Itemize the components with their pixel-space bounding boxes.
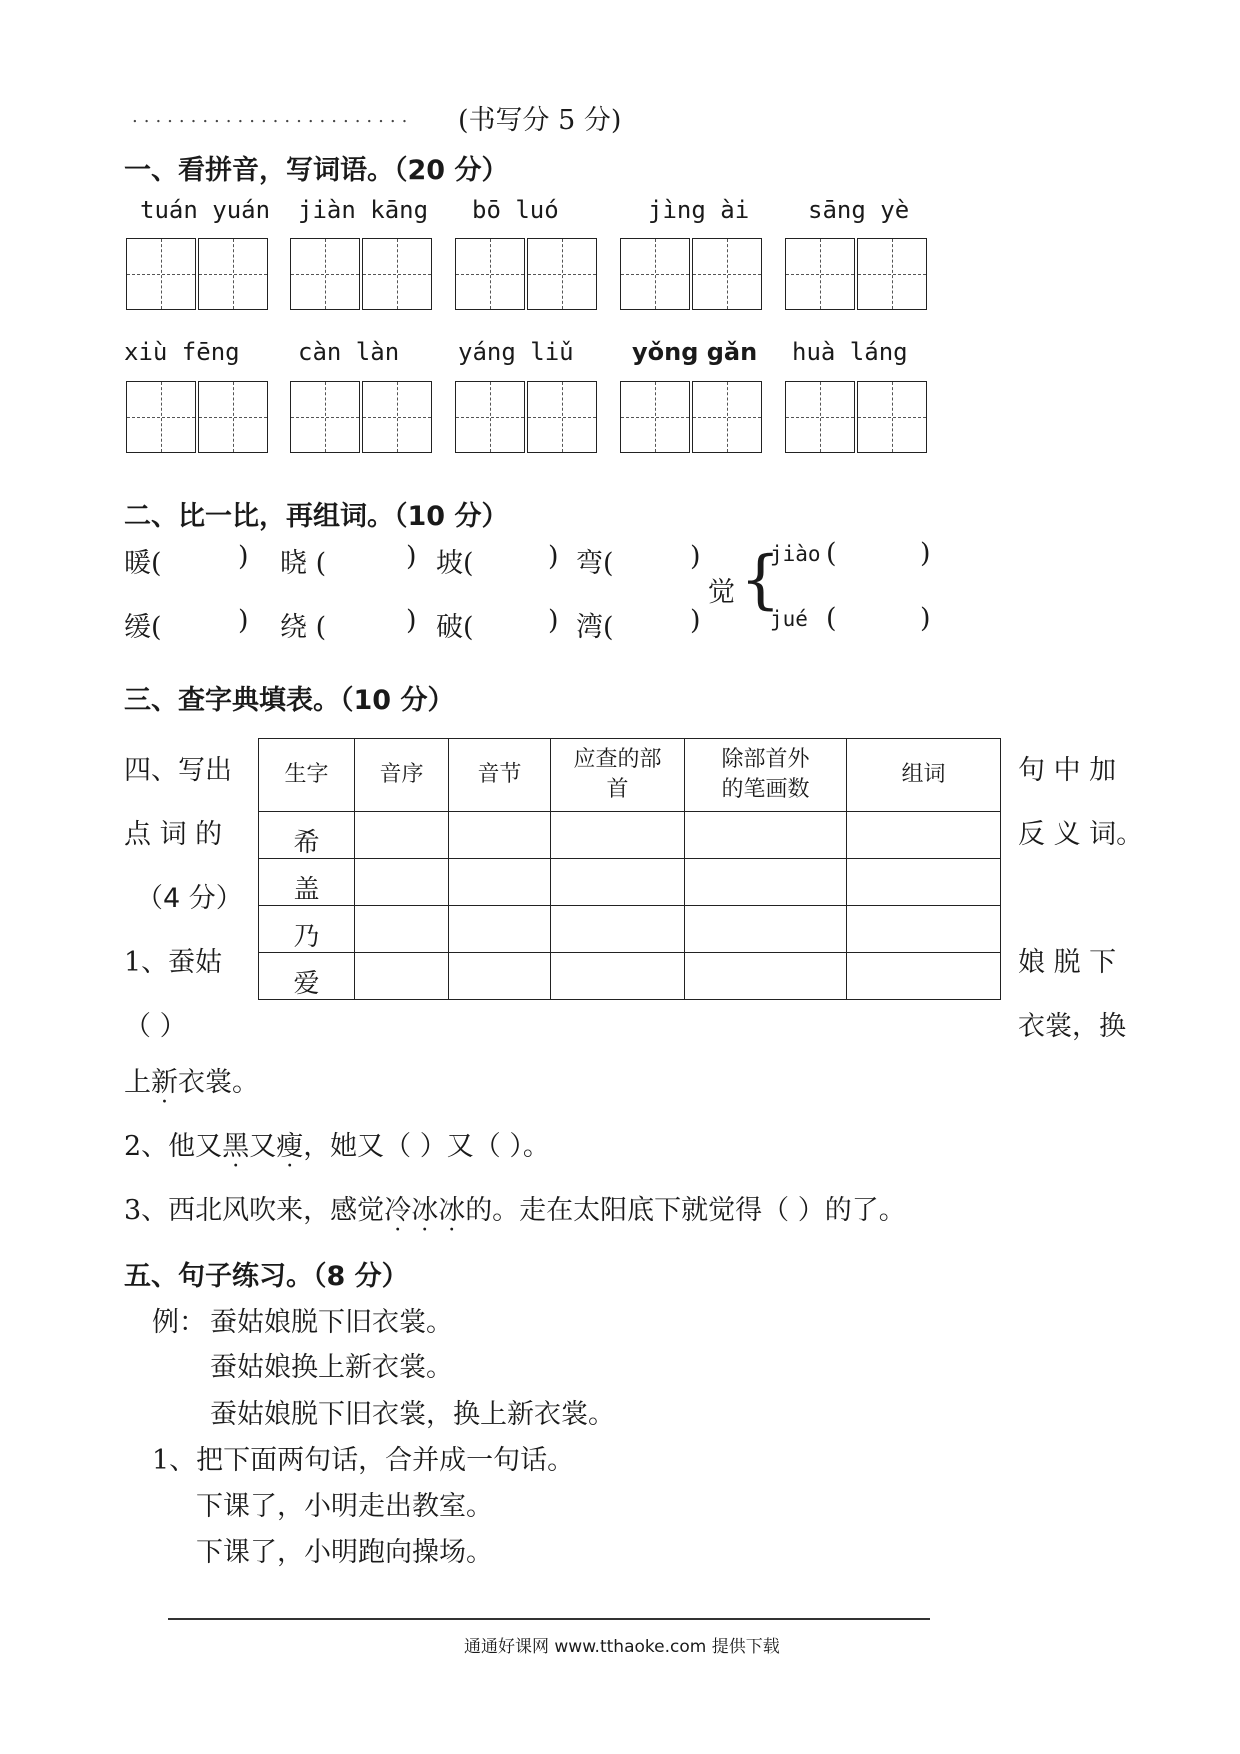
pinyin-1: tuán yuán [140,196,271,224]
example-label: 例： [152,1307,206,1338]
compare-paren: ( [826,603,837,634]
table-header: 组词 [847,739,1001,812]
compare-char: 缓( [124,612,162,643]
footer-text: 通通好课网 www.tthaoke.com 提供下载 [464,1637,780,1657]
table-cell[interactable] [551,906,685,953]
writing-grid[interactable] [692,238,762,310]
compare-paren: ( [826,538,837,569]
writing-grid[interactable] [527,381,597,453]
table-header: 除部首外的笔画数 [685,739,847,812]
emphasized-word: 冰 [438,1195,466,1226]
writing-grid[interactable] [620,238,690,310]
compare-paren: ) [548,605,559,636]
emphasized-word: 冷 [384,1195,412,1226]
section5-q1-line1: 下课了，小明走出教室。 [196,1491,493,1522]
pinyin-2: jiàn kāng [298,196,429,224]
handwriting-score-note: (书写分 5 分) [458,105,622,136]
table-row [259,812,1001,859]
top-dots: ........................ [132,106,414,127]
table-cell-char: 乃 [259,906,355,953]
section4-q1-mid2: 衣裳，换 [1018,1011,1126,1042]
table-cell[interactable] [847,859,1001,906]
section4-q1-start: 1、蚕姑 [124,947,223,978]
section4-q2 [124,1124,550,1163]
section1-title: 一、看拼音，写词语。（20 分） [124,155,509,186]
table-cell-char: 希 [259,812,355,859]
compare-char: 坡( [436,548,474,579]
table-cell[interactable] [685,859,847,906]
section4-score: （4 分） [136,883,243,914]
compare-paren: ) [920,538,931,569]
table-cell[interactable] [847,906,1001,953]
compare-paren: ) [920,603,931,634]
emphasized-word: 冰 [411,1195,439,1226]
table-header: 音序 [355,739,449,812]
compare-paren: ) [238,605,249,636]
compare-char: 晓 ( [280,548,327,579]
table-cell[interactable] [355,953,449,1000]
section3-title: 三、查字典填表。（10 分） [124,685,455,716]
table-cell[interactable] [551,859,685,906]
table-header: 音节 [449,739,551,812]
section4-q1-blank: （ ） [124,1011,187,1042]
writing-grid[interactable] [527,238,597,310]
table-cell[interactable] [685,906,847,953]
pinyin-9: yǒng gǎn [632,338,758,366]
writing-grid[interactable] [857,238,927,310]
text: 的。走在太阳底下就觉得（ ）的了。 [465,1195,906,1226]
section5-q1-line2: 下课了，小明跑向操场。 [196,1537,493,1568]
text: ，她又（ ）又（ ）。 [303,1131,550,1162]
table-cell-char: 爱 [259,953,355,1000]
writing-grid[interactable] [455,381,525,453]
table-cell[interactable] [449,859,551,906]
section4-title-part1: 四、写出 [124,755,232,786]
table-cell[interactable] [355,906,449,953]
compare-char: 湾( [576,612,614,643]
pinyin-8: yáng liǔ [458,338,574,366]
writing-grid[interactable] [290,381,360,453]
section4-q1-end [124,1060,259,1099]
pinyin-7: càn làn [298,338,400,366]
table-header: 生字 [259,739,355,812]
writing-grid[interactable] [198,238,268,310]
table-row [259,906,1001,953]
table-cell[interactable] [685,953,847,1000]
emphasized-word: 瘦 [276,1131,304,1162]
table-cell-char: 盖 [259,859,355,906]
text: 又 [249,1131,277,1162]
writing-grid[interactable] [785,381,855,453]
dictionary-table [258,738,1001,1000]
section4-title-part2: 点 词 的 [124,819,223,850]
table-row [259,859,1001,906]
table-row [259,953,1001,1000]
writing-grid[interactable] [857,381,927,453]
table-cell[interactable] [685,812,847,859]
polyphone-char: 觉 [708,577,735,608]
emphasized-word: 新 [151,1067,178,1098]
writing-grid[interactable] [362,381,432,453]
compare-paren: ) [690,541,701,572]
pinyin-4: jìng ài [648,196,750,224]
pinyin-3: bō luó [472,196,559,224]
text: 衣裳。 [178,1067,259,1098]
writing-grid[interactable] [126,238,196,310]
table-cell[interactable] [551,812,685,859]
brace-icon: { [740,543,781,617]
table-cell[interactable] [847,953,1001,1000]
section2-title: 二、比一比，再组词。（10 分） [124,501,509,532]
writing-grid[interactable] [455,238,525,310]
section4-title-part3: 句 中 加 [1018,755,1117,786]
compare-paren: ) [406,541,417,572]
table-cell[interactable] [449,906,551,953]
section4-q3 [124,1188,906,1227]
example-sentence-3: 蚕姑娘脱下旧衣裳，换上新衣裳。 [210,1399,615,1430]
writing-grid[interactable] [290,238,360,310]
writing-grid[interactable] [620,381,690,453]
compare-char: 弯( [576,548,614,579]
table-cell[interactable] [551,953,685,1000]
text: 3、西北风吹来，感觉 [124,1195,385,1226]
writing-grid[interactable] [126,381,196,453]
pinyin-5: sāng yè [808,196,910,224]
emphasized-word: 黑 [222,1131,250,1162]
table-cell[interactable] [355,859,449,906]
section4-q1-mid: 娘 脱 下 [1018,947,1117,978]
writing-grid[interactable] [692,381,762,453]
pinyin-6: xiù fēng [124,338,240,366]
compare-paren: ) [690,605,701,636]
polyphone-reading-2: jué [770,607,808,631]
table-cell[interactable] [449,953,551,1000]
writing-grid[interactable] [198,381,268,453]
section5-title: 五、句子练习。（8 分） [124,1261,409,1292]
table-cell[interactable] [449,812,551,859]
example-sentence-1: 蚕姑娘脱下旧衣裳。 [210,1307,453,1338]
compare-char: 绕 ( [280,612,327,643]
compare-paren: ) [548,541,559,572]
section4-title-part4: 反 义 词。 [1018,819,1144,850]
text: 2、他又 [124,1131,223,1162]
table-header: 应查的部首 [551,739,685,812]
writing-grid[interactable] [362,238,432,310]
pinyin-10: huà láng [792,338,908,366]
compare-char: 破( [436,612,474,643]
text: 上 [124,1067,151,1098]
writing-grid[interactable] [785,238,855,310]
polyphone-reading-1: jiào [770,542,821,566]
example-sentence-2: 蚕姑娘换上新衣裳。 [210,1352,453,1383]
compare-paren: ) [406,605,417,636]
table-cell[interactable] [355,812,449,859]
footer-divider [168,1618,930,1620]
table-cell[interactable] [847,812,1001,859]
compare-paren: ) [238,541,249,572]
section5-q1: 1、把下面两句话，合并成一句话。 [152,1445,575,1476]
compare-char: 暖( [124,548,162,579]
